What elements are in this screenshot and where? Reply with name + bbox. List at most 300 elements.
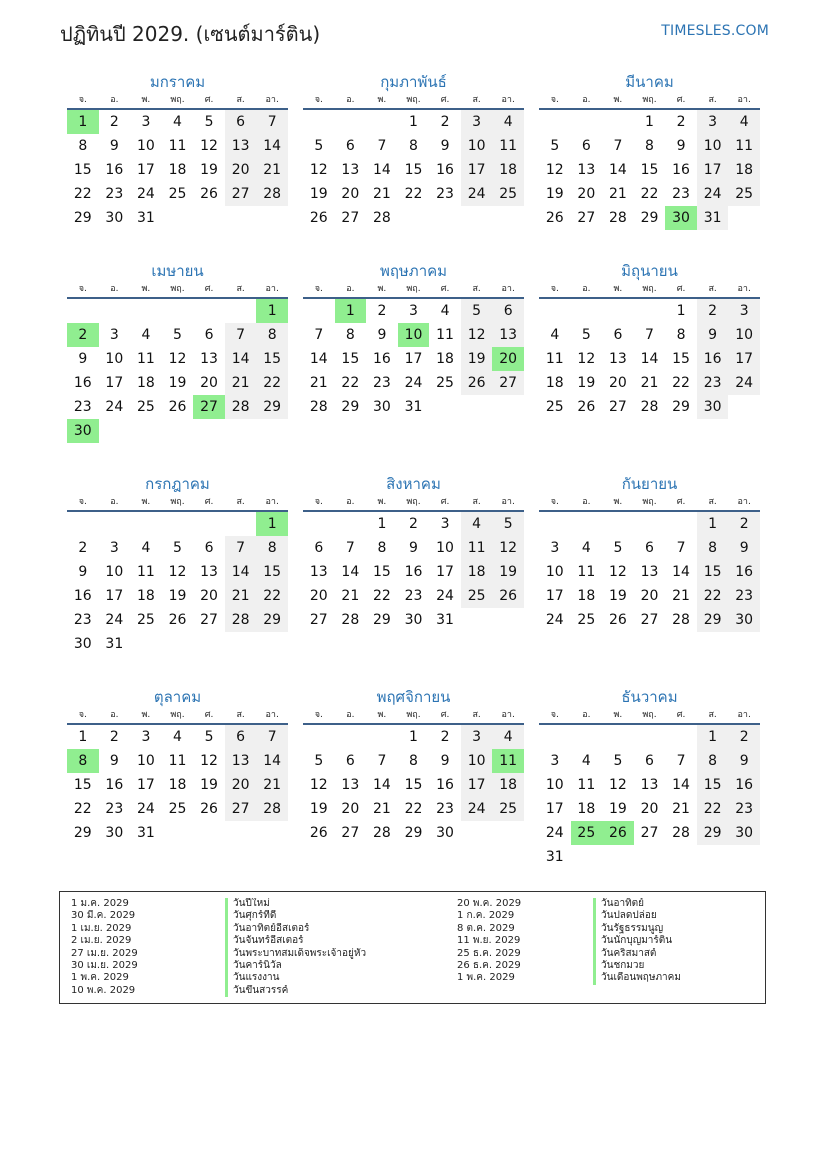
day-cell[interactable]: 4: [141, 540, 151, 556]
day-cell[interactable]: 16: [728, 773, 760, 797]
day-cell[interactable]: 7: [314, 327, 324, 343]
day-cell[interactable]: 23: [73, 399, 92, 415]
day-cell[interactable]: 23: [728, 584, 760, 608]
day-cell[interactable]: 4: [440, 303, 450, 319]
day-cell[interactable]: 7: [645, 327, 654, 343]
day-cell[interactable]: 22: [372, 588, 391, 604]
day-cell[interactable]: 6: [204, 327, 214, 343]
day-cell[interactable]: 3: [550, 753, 560, 769]
day-cell[interactable]: 11: [168, 753, 187, 769]
day-cell[interactable]: 6: [345, 138, 355, 154]
day-cell[interactable]: 19: [168, 588, 187, 604]
holiday-day-cell[interactable]: 27: [193, 395, 225, 419]
day-cell[interactable]: 27: [608, 399, 627, 415]
day-cell[interactable]: 26: [309, 210, 328, 226]
day-cell[interactable]: 14: [372, 777, 391, 793]
day-cell[interactable]: 11: [461, 536, 493, 560]
day-cell[interactable]: 19: [309, 186, 328, 202]
day-cell[interactable]: 5: [550, 138, 560, 154]
day-cell[interactable]: 10: [105, 351, 124, 367]
day-cell[interactable]: 7: [377, 753, 387, 769]
day-cell[interactable]: 7: [676, 753, 686, 769]
day-cell[interactable]: 6: [225, 725, 257, 749]
day-cell[interactable]: 20: [200, 588, 218, 604]
day-cell[interactable]: 5: [204, 729, 214, 745]
day-cell[interactable]: 28: [225, 608, 257, 632]
day-cell[interactable]: 28: [256, 797, 288, 821]
day-cell[interactable]: 24: [105, 399, 124, 415]
day-cell[interactable]: 10: [545, 564, 564, 580]
day-cell[interactable]: 17: [105, 375, 124, 391]
day-cell[interactable]: 12: [168, 564, 187, 580]
day-cell[interactable]: 21: [256, 773, 288, 797]
day-cell[interactable]: 8: [409, 753, 418, 769]
day-cell[interactable]: 25: [136, 399, 155, 415]
day-cell[interactable]: 8: [256, 323, 288, 347]
day-cell[interactable]: 30: [105, 825, 124, 841]
day-cell[interactable]: 13: [492, 323, 524, 347]
day-cell[interactable]: 14: [672, 564, 690, 580]
day-cell[interactable]: 22: [697, 584, 729, 608]
day-cell[interactable]: 24: [436, 588, 454, 604]
day-cell[interactable]: 27: [640, 612, 659, 628]
day-cell[interactable]: 13: [640, 564, 659, 580]
holiday-day-cell[interactable]: 1: [256, 512, 288, 536]
day-cell[interactable]: 4: [550, 327, 560, 343]
day-cell[interactable]: 21: [225, 371, 257, 395]
day-cell[interactable]: 20: [341, 801, 360, 817]
day-cell[interactable]: 15: [341, 351, 360, 367]
day-cell[interactable]: 24: [404, 375, 423, 391]
day-cell[interactable]: 31: [436, 612, 454, 628]
day-cell[interactable]: 13: [577, 162, 596, 178]
day-cell[interactable]: 19: [608, 801, 627, 817]
day-cell[interactable]: 5: [314, 138, 324, 154]
day-cell[interactable]: 6: [645, 540, 654, 556]
day-cell[interactable]: 9: [728, 749, 760, 773]
day-cell[interactable]: 20: [225, 158, 257, 182]
day-cell[interactable]: 14: [309, 351, 328, 367]
day-cell[interactable]: 9: [109, 138, 119, 154]
day-cell[interactable]: 14: [256, 134, 288, 158]
day-cell[interactable]: 18: [492, 773, 524, 797]
day-cell[interactable]: 5: [314, 753, 324, 769]
day-cell[interactable]: 30: [436, 825, 454, 841]
day-cell[interactable]: 10: [136, 753, 155, 769]
day-cell[interactable]: 5: [613, 753, 623, 769]
day-cell[interactable]: 13: [309, 564, 328, 580]
day-cell[interactable]: 2: [676, 114, 686, 130]
day-cell[interactable]: 3: [728, 299, 760, 323]
day-cell[interactable]: 29: [404, 825, 423, 841]
day-cell[interactable]: 16: [404, 564, 423, 580]
holiday-day-cell[interactable]: 20: [492, 347, 524, 371]
day-cell[interactable]: 28: [372, 210, 391, 226]
day-cell[interactable]: 27: [341, 210, 360, 226]
day-cell[interactable]: 29: [372, 612, 391, 628]
day-cell[interactable]: 13: [225, 134, 257, 158]
day-cell[interactable]: 15: [73, 777, 92, 793]
day-cell[interactable]: 14: [225, 347, 257, 371]
day-cell[interactable]: 16: [672, 162, 690, 178]
day-cell[interactable]: 14: [672, 777, 690, 793]
day-cell[interactable]: 31: [136, 825, 155, 841]
day-cell[interactable]: 9: [377, 327, 387, 343]
day-cell[interactable]: 28: [372, 825, 391, 841]
day-cell[interactable]: 30: [728, 608, 760, 632]
day-cell[interactable]: 19: [461, 347, 493, 371]
day-cell[interactable]: 16: [436, 162, 454, 178]
day-cell[interactable]: 3: [550, 540, 560, 556]
day-cell[interactable]: 1: [676, 303, 686, 319]
day-cell[interactable]: 21: [256, 158, 288, 182]
day-cell[interactable]: 10: [136, 138, 155, 154]
day-cell[interactable]: 16: [436, 777, 454, 793]
day-cell[interactable]: 31: [105, 636, 124, 652]
day-cell[interactable]: 18: [577, 588, 596, 604]
day-cell[interactable]: 19: [492, 560, 524, 584]
day-cell[interactable]: 25: [168, 801, 187, 817]
day-cell[interactable]: 8: [645, 138, 654, 154]
day-cell[interactable]: 15: [640, 162, 659, 178]
day-cell[interactable]: 22: [341, 375, 360, 391]
day-cell[interactable]: 4: [173, 114, 182, 130]
day-cell[interactable]: 23: [436, 801, 454, 817]
day-cell[interactable]: 4: [141, 327, 151, 343]
day-cell[interactable]: 10: [436, 540, 454, 556]
day-cell[interactable]: 20: [608, 375, 627, 391]
day-cell[interactable]: 7: [225, 536, 257, 560]
day-cell[interactable]: 22: [256, 584, 288, 608]
day-cell[interactable]: 19: [200, 162, 218, 178]
day-cell[interactable]: 13: [200, 351, 218, 367]
day-cell[interactable]: 22: [404, 186, 423, 202]
day-cell[interactable]: 23: [105, 186, 124, 202]
day-cell[interactable]: 5: [173, 540, 182, 556]
day-cell[interactable]: 6: [581, 138, 591, 154]
day-cell[interactable]: 9: [676, 138, 686, 154]
day-cell[interactable]: 2: [377, 303, 387, 319]
day-cell[interactable]: 17: [136, 162, 155, 178]
day-cell[interactable]: 21: [309, 375, 328, 391]
day-cell[interactable]: 14: [225, 560, 257, 584]
day-cell[interactable]: 17: [545, 588, 564, 604]
day-cell[interactable]: 29: [256, 608, 288, 632]
day-cell[interactable]: 24: [697, 182, 729, 206]
day-cell[interactable]: 12: [577, 351, 596, 367]
day-cell[interactable]: 15: [404, 777, 423, 793]
day-cell[interactable]: 3: [409, 303, 418, 319]
day-cell[interactable]: 26: [608, 612, 627, 628]
day-cell[interactable]: 26: [200, 186, 218, 202]
day-cell[interactable]: 6: [613, 327, 623, 343]
holiday-day-cell[interactable]: 30: [67, 419, 99, 443]
day-cell[interactable]: 24: [136, 801, 155, 817]
holiday-day-cell[interactable]: 8: [67, 749, 99, 773]
day-cell[interactable]: 12: [545, 162, 564, 178]
day-cell[interactable]: 20: [309, 588, 328, 604]
day-cell[interactable]: 10: [461, 749, 493, 773]
day-cell[interactable]: 3: [141, 729, 151, 745]
day-cell[interactable]: 28: [256, 182, 288, 206]
day-cell[interactable]: 3: [697, 110, 729, 134]
day-cell[interactable]: 12: [309, 162, 328, 178]
day-cell[interactable]: 1: [409, 114, 418, 130]
day-cell[interactable]: 27: [640, 825, 659, 841]
day-cell[interactable]: 23: [672, 186, 690, 202]
day-cell[interactable]: 20: [640, 801, 659, 817]
day-cell[interactable]: 17: [545, 801, 564, 817]
day-cell[interactable]: 8: [377, 540, 387, 556]
day-cell[interactable]: 23: [372, 375, 391, 391]
day-cell[interactable]: 11: [136, 351, 155, 367]
day-cell[interactable]: 26: [545, 210, 564, 226]
day-cell[interactable]: 14: [372, 162, 391, 178]
day-cell[interactable]: 31: [545, 849, 564, 865]
day-cell[interactable]: 10: [697, 134, 729, 158]
day-cell[interactable]: 27: [577, 210, 596, 226]
day-cell[interactable]: 11: [577, 777, 596, 793]
day-cell[interactable]: 13: [608, 351, 627, 367]
day-cell[interactable]: 23: [404, 588, 423, 604]
day-cell[interactable]: 2: [109, 729, 119, 745]
day-cell[interactable]: 2: [78, 540, 88, 556]
day-cell[interactable]: 7: [225, 323, 257, 347]
day-cell[interactable]: 4: [461, 512, 493, 536]
day-cell[interactable]: 4: [173, 729, 182, 745]
day-cell[interactable]: 6: [492, 299, 524, 323]
day-cell[interactable]: 21: [372, 801, 391, 817]
day-cell[interactable]: 28: [608, 210, 627, 226]
day-cell[interactable]: 21: [372, 186, 391, 202]
day-cell[interactable]: 3: [109, 327, 119, 343]
day-cell[interactable]: 17: [404, 351, 423, 367]
day-cell[interactable]: 11: [436, 327, 454, 343]
day-cell[interactable]: 8: [345, 327, 355, 343]
day-cell[interactable]: 26: [492, 584, 524, 608]
day-cell[interactable]: 3: [141, 114, 151, 130]
day-cell[interactable]: 28: [341, 612, 360, 628]
day-cell[interactable]: 19: [545, 186, 564, 202]
day-cell[interactable]: 10: [461, 134, 493, 158]
day-cell[interactable]: 25: [168, 186, 187, 202]
day-cell[interactable]: 8: [697, 536, 729, 560]
day-cell[interactable]: 12: [200, 138, 218, 154]
holiday-day-cell[interactable]: 2: [67, 323, 99, 347]
day-cell[interactable]: 18: [136, 375, 155, 391]
day-cell[interactable]: 15: [697, 560, 729, 584]
day-cell[interactable]: 2: [697, 299, 729, 323]
day-cell[interactable]: 9: [728, 536, 760, 560]
day-cell[interactable]: 24: [545, 825, 564, 841]
day-cell[interactable]: 19: [608, 588, 627, 604]
day-cell[interactable]: 31: [697, 206, 729, 230]
day-cell[interactable]: 5: [613, 540, 623, 556]
day-cell[interactable]: 7: [377, 138, 387, 154]
day-cell[interactable]: 9: [440, 138, 450, 154]
day-cell[interactable]: 2: [728, 512, 760, 536]
day-cell[interactable]: 1: [697, 512, 729, 536]
day-cell[interactable]: 29: [697, 608, 729, 632]
day-cell[interactable]: 27: [341, 825, 360, 841]
brand-logo-text[interactable]: TIMESLES.COM: [661, 23, 769, 39]
day-cell[interactable]: 18: [168, 162, 187, 178]
day-cell[interactable]: 6: [225, 110, 257, 134]
day-cell[interactable]: 19: [577, 375, 596, 391]
day-cell[interactable]: 21: [672, 801, 690, 817]
day-cell[interactable]: 13: [225, 749, 257, 773]
day-cell[interactable]: 6: [314, 540, 324, 556]
day-cell[interactable]: 22: [697, 797, 729, 821]
day-cell[interactable]: 28: [672, 825, 690, 841]
day-cell[interactable]: 5: [461, 299, 493, 323]
day-cell[interactable]: 16: [105, 777, 124, 793]
day-cell[interactable]: 12: [492, 536, 524, 560]
day-cell[interactable]: 3: [461, 725, 493, 749]
day-cell[interactable]: 9: [78, 351, 88, 367]
day-cell[interactable]: 30: [372, 399, 391, 415]
day-cell[interactable]: 31: [404, 399, 423, 415]
holiday-day-cell[interactable]: 26: [602, 821, 634, 845]
day-cell[interactable]: 27: [309, 612, 328, 628]
day-cell[interactable]: 17: [461, 158, 493, 182]
day-cell[interactable]: 3: [109, 540, 119, 556]
day-cell[interactable]: 21: [341, 588, 360, 604]
day-cell[interactable]: 21: [608, 186, 627, 202]
holiday-day-cell[interactable]: 10: [398, 323, 430, 347]
day-cell[interactable]: 29: [697, 821, 729, 845]
day-cell[interactable]: 25: [545, 399, 564, 415]
day-cell[interactable]: 24: [105, 612, 124, 628]
day-cell[interactable]: 28: [640, 399, 659, 415]
day-cell[interactable]: 17: [105, 588, 124, 604]
day-cell[interactable]: 10: [545, 777, 564, 793]
day-cell[interactable]: 4: [728, 110, 760, 134]
day-cell[interactable]: 2: [440, 114, 450, 130]
day-cell[interactable]: 11: [136, 564, 155, 580]
day-cell[interactable]: 7: [345, 540, 355, 556]
day-cell[interactable]: 16: [105, 162, 124, 178]
day-cell[interactable]: 18: [461, 560, 493, 584]
day-cell[interactable]: 26: [461, 371, 493, 395]
day-cell[interactable]: 5: [492, 512, 524, 536]
day-cell[interactable]: 16: [73, 588, 92, 604]
day-cell[interactable]: 21: [640, 375, 659, 391]
day-cell[interactable]: 24: [728, 371, 760, 395]
day-cell[interactable]: 9: [697, 323, 729, 347]
day-cell[interactable]: 1: [697, 725, 729, 749]
day-cell[interactable]: 12: [461, 323, 493, 347]
day-cell[interactable]: 15: [404, 162, 423, 178]
day-cell[interactable]: 13: [341, 162, 360, 178]
day-cell[interactable]: 20: [341, 186, 360, 202]
day-cell[interactable]: 25: [461, 584, 493, 608]
day-cell[interactable]: 13: [200, 564, 218, 580]
day-cell[interactable]: 25: [136, 612, 155, 628]
holiday-day-cell[interactable]: 1: [335, 299, 367, 323]
day-cell[interactable]: 22: [404, 801, 423, 817]
day-cell[interactable]: 23: [436, 186, 454, 202]
day-cell[interactable]: 2: [728, 725, 760, 749]
day-cell[interactable]: 22: [73, 186, 92, 202]
day-cell[interactable]: 18: [436, 351, 454, 367]
day-cell[interactable]: 17: [136, 777, 155, 793]
day-cell[interactable]: 3: [461, 110, 493, 134]
day-cell[interactable]: 25: [492, 182, 524, 206]
day-cell[interactable]: 11: [492, 134, 524, 158]
day-cell[interactable]: 25: [728, 182, 760, 206]
day-cell[interactable]: 24: [461, 797, 493, 821]
day-cell[interactable]: 20: [225, 773, 257, 797]
day-cell[interactable]: 9: [78, 564, 88, 580]
day-cell[interactable]: 28: [309, 399, 328, 415]
day-cell[interactable]: 1: [645, 114, 654, 130]
day-cell[interactable]: 16: [728, 560, 760, 584]
day-cell[interactable]: 7: [613, 138, 623, 154]
day-cell[interactable]: 11: [577, 564, 596, 580]
day-cell[interactable]: 16: [73, 375, 92, 391]
day-cell[interactable]: 12: [309, 777, 328, 793]
day-cell[interactable]: 15: [256, 560, 288, 584]
day-cell[interactable]: 9: [109, 753, 119, 769]
day-cell[interactable]: 8: [256, 536, 288, 560]
day-cell[interactable]: 15: [372, 564, 391, 580]
day-cell[interactable]: 5: [173, 327, 182, 343]
day-cell[interactable]: 19: [309, 801, 328, 817]
day-cell[interactable]: 28: [672, 612, 690, 628]
day-cell[interactable]: 4: [492, 110, 524, 134]
day-cell[interactable]: 7: [256, 110, 288, 134]
day-cell[interactable]: 12: [608, 777, 627, 793]
day-cell[interactable]: 12: [608, 564, 627, 580]
day-cell[interactable]: 16: [697, 347, 729, 371]
day-cell[interactable]: 29: [73, 825, 92, 841]
day-cell[interactable]: 25: [436, 375, 454, 391]
day-cell[interactable]: 4: [492, 725, 524, 749]
day-cell[interactable]: 15: [672, 351, 690, 367]
day-cell[interactable]: 6: [645, 753, 654, 769]
day-cell[interactable]: 26: [168, 399, 187, 415]
day-cell[interactable]: 1: [78, 729, 88, 745]
day-cell[interactable]: 23: [697, 371, 729, 395]
day-cell[interactable]: 18: [545, 375, 564, 391]
day-cell[interactable]: 30: [73, 636, 92, 652]
day-cell[interactable]: 29: [640, 210, 659, 226]
day-cell[interactable]: 15: [697, 773, 729, 797]
day-cell[interactable]: 8: [409, 138, 418, 154]
day-cell[interactable]: 19: [168, 375, 187, 391]
day-cell[interactable]: 24: [545, 612, 564, 628]
day-cell[interactable]: 21: [672, 588, 690, 604]
day-cell[interactable]: 11: [168, 138, 187, 154]
day-cell[interactable]: 17: [728, 347, 760, 371]
day-cell[interactable]: 14: [256, 749, 288, 773]
day-cell[interactable]: 20: [640, 588, 659, 604]
day-cell[interactable]: 11: [728, 134, 760, 158]
day-cell[interactable]: 28: [225, 395, 257, 419]
day-cell[interactable]: 29: [672, 399, 690, 415]
day-cell[interactable]: 3: [440, 516, 450, 532]
day-cell[interactable]: 16: [372, 351, 391, 367]
day-cell[interactable]: 19: [200, 777, 218, 793]
day-cell[interactable]: 5: [581, 327, 591, 343]
day-cell[interactable]: 27: [225, 797, 257, 821]
day-cell[interactable]: 23: [73, 612, 92, 628]
day-cell[interactable]: 8: [78, 138, 88, 154]
day-cell[interactable]: 29: [73, 210, 92, 226]
day-cell[interactable]: 31: [136, 210, 155, 226]
day-cell[interactable]: 2: [440, 729, 450, 745]
